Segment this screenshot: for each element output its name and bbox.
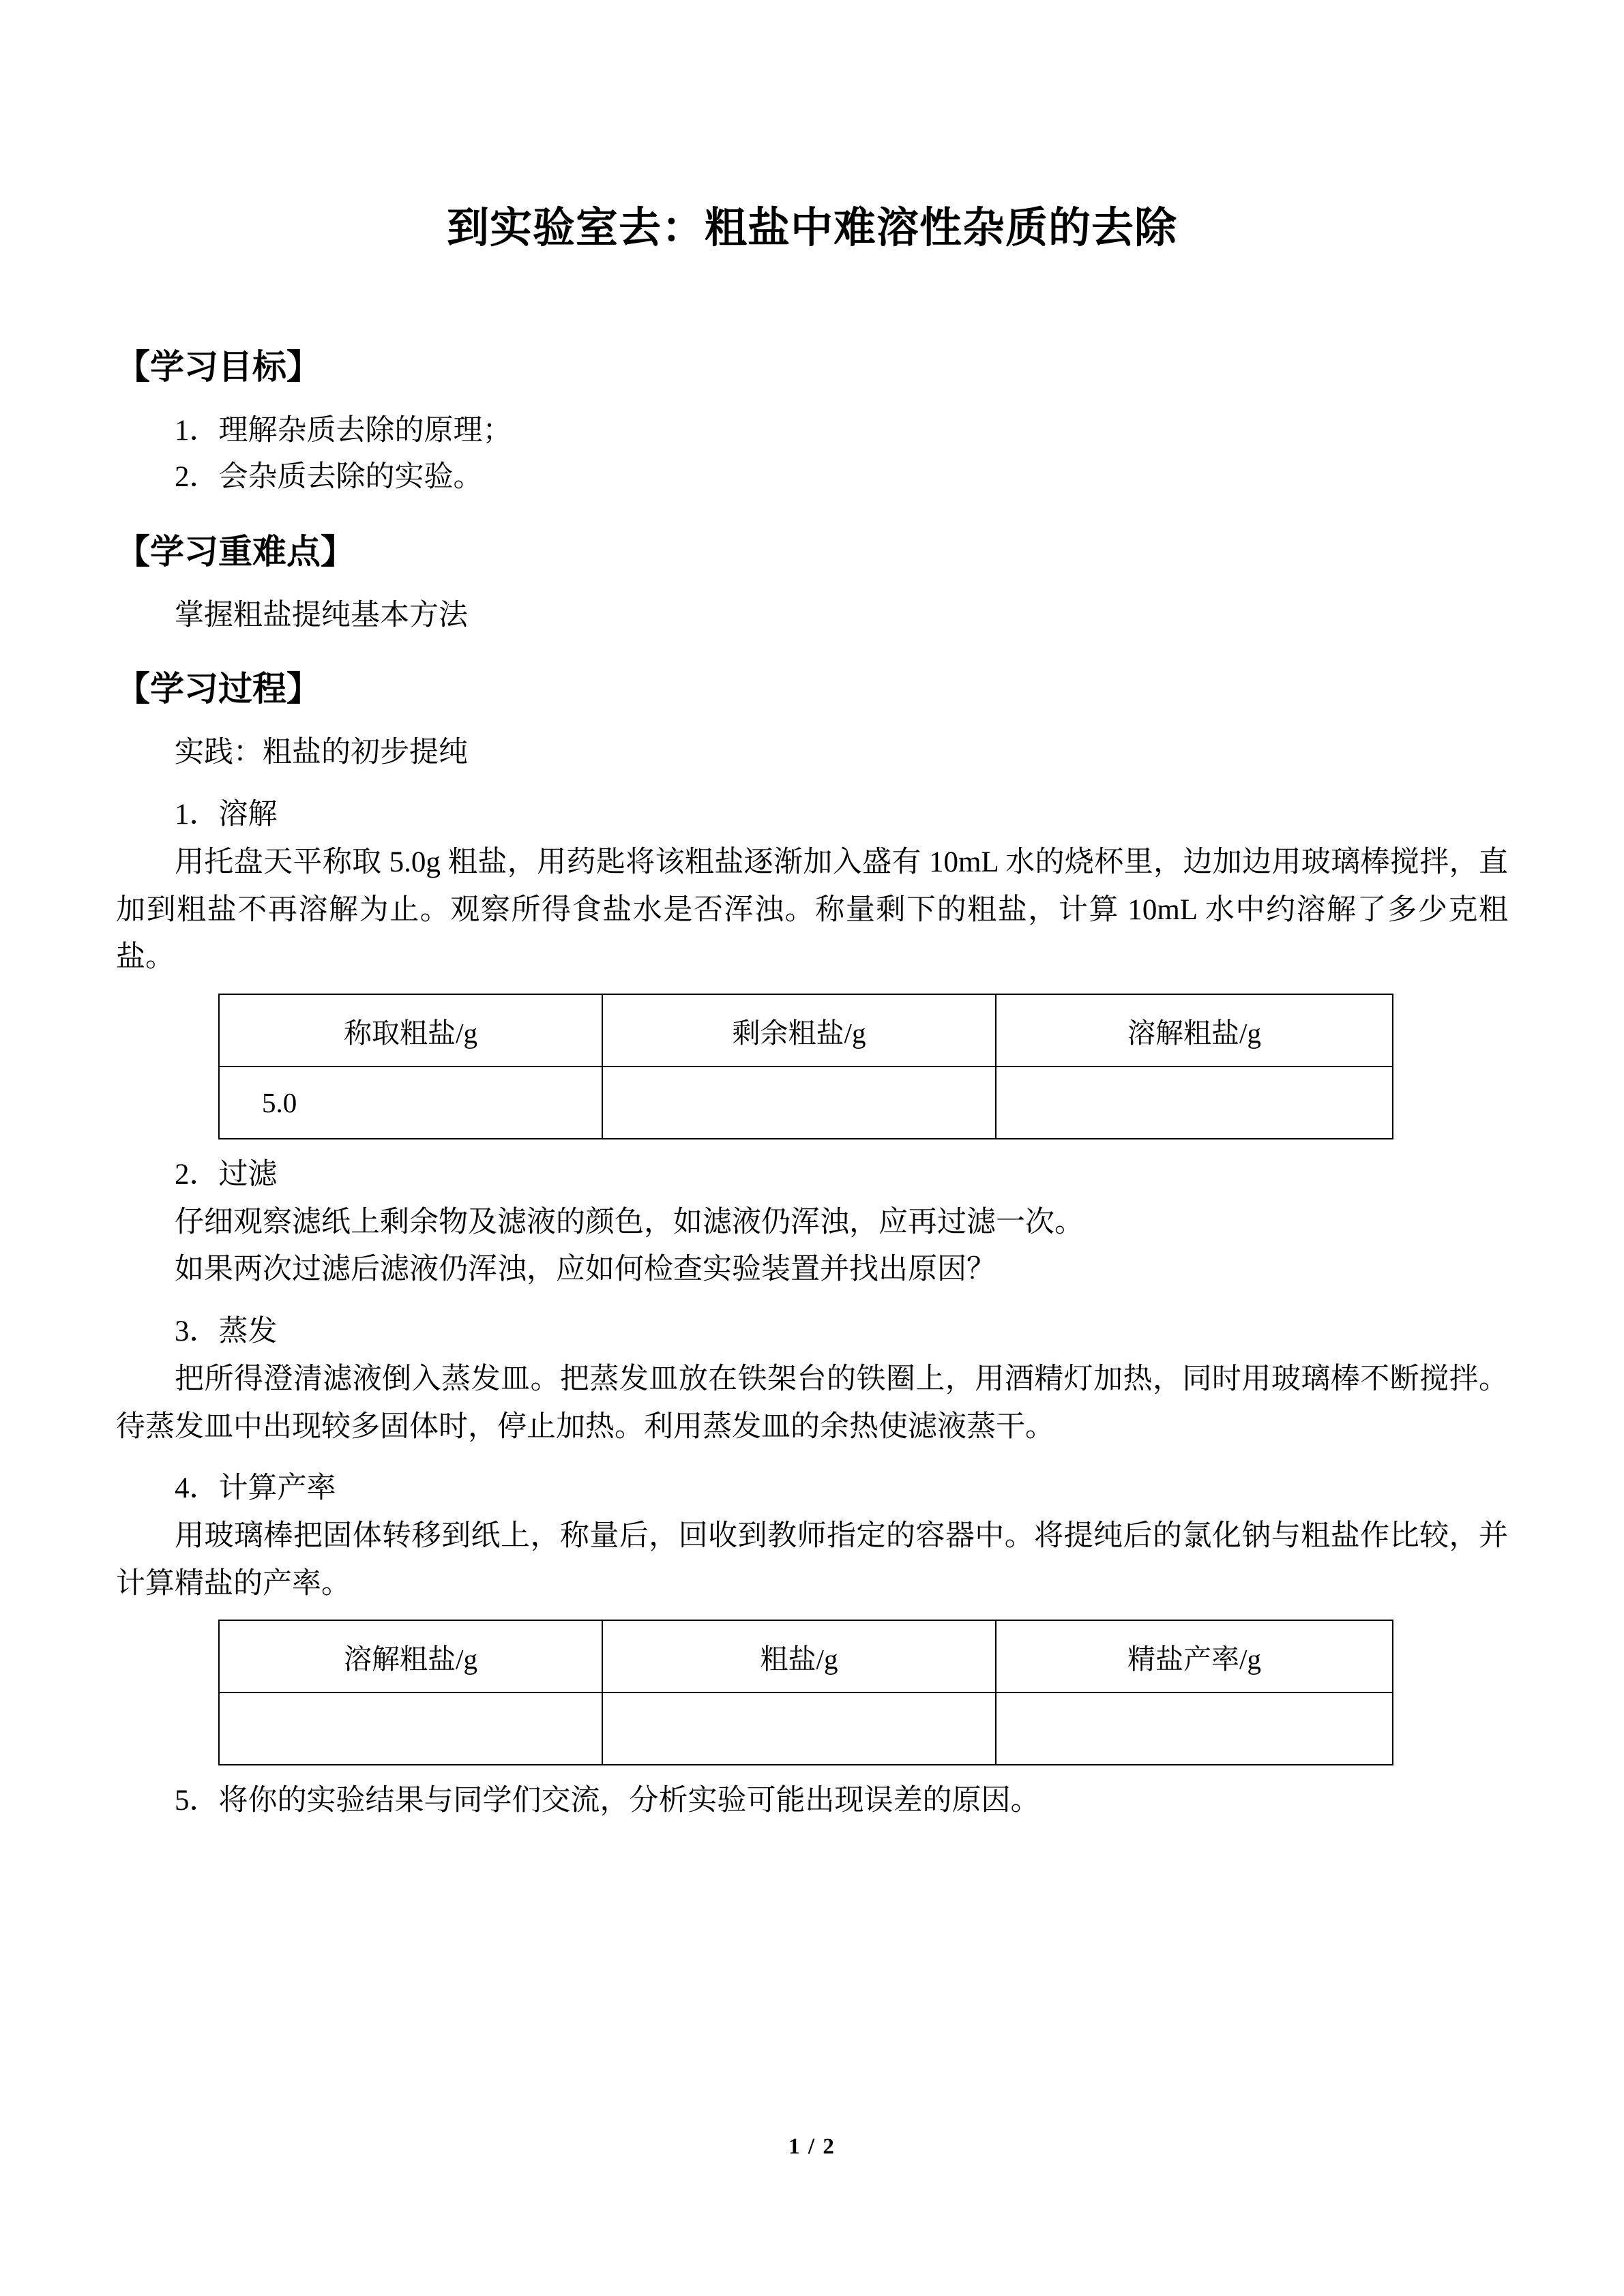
process-intro: 实践：粗盐的初步提纯 xyxy=(175,736,468,769)
page-title: 到实验室去：粗盐中难溶性杂质的去除 xyxy=(446,205,1177,252)
table-cell[interactable] xyxy=(602,1693,996,1765)
section-heading-key-points: 【学习重难点】 xyxy=(116,532,355,571)
table-cell[interactable] xyxy=(602,1067,996,1139)
table-header-cell: 精盐产率/g xyxy=(996,1620,1393,1693)
step-body-yield: 用玻璃棒把固体转移到纸上，称量后，回收到教师指定的容器中。将提纯后的氯化钠与粗盐作比较，并计算精盐的产率。 xyxy=(116,1520,1508,1600)
table-header-row xyxy=(219,994,1393,1067)
spacer xyxy=(116,715,1508,730)
section-heading-objectives: 【学习目标】 xyxy=(116,347,321,386)
yield-results-table xyxy=(218,1620,1393,1765)
table-header-cell: 溶解粗盐/g xyxy=(219,1620,602,1693)
spacer xyxy=(116,578,1508,593)
section-heading-process: 【学习过程】 xyxy=(116,670,321,709)
step-body-dissolve: 用托盘天平称取 5.0g 粗盐，用药匙将该粗盐逐渐加入盛有 10mL 水的烧杯里，边加边用玻璃棒搅拌，直加到粗盐不再溶解为止。观察所得食盐水是否浑浊。称量剩下的粗盐，计算 10mL 水中约溶解了多少克粗盐。 xyxy=(116,846,1508,974)
spacer xyxy=(116,1450,1508,1465)
table-cell[interactable]: 5.0 xyxy=(219,1067,602,1139)
table-header-cell: 称取粗盐/g xyxy=(219,994,602,1067)
process-final-item: 5．将你的实验结果与同学们交流，分析实验可能出现误差的原因。 xyxy=(175,1785,1040,1817)
table-header-cell: 粗盐/g xyxy=(602,1620,996,1693)
table-header-cell: 溶解粗盐/g xyxy=(996,994,1393,1067)
spacer xyxy=(116,1294,1508,1309)
step-body-evaporate: 把所得澄清滤液倒入蒸发皿。把蒸发皿放在铁架台的铁圈上，用酒精灯加热，同时用玻璃棒不断搅拌。待蒸发皿中出现较多固体时，停止加热。利用蒸发皿的余热使滤液蒸干。 xyxy=(116,1362,1508,1443)
objective-item-1: 1．理解杂质去除的原理； xyxy=(175,414,512,447)
table-row xyxy=(219,1693,1393,1765)
table-header-row xyxy=(219,1620,1393,1693)
page-number-footer: 1 / 2 xyxy=(788,2134,836,2159)
step-body-filter-question: 如果两次过滤后滤液仍浑浊，应如何检查实验装置并找出原因？ xyxy=(175,1253,996,1286)
spacer xyxy=(116,777,1508,792)
table-cell[interactable] xyxy=(996,1693,1393,1765)
step-label-yield: 4．计算产率 xyxy=(175,1472,336,1505)
table-cell[interactable] xyxy=(996,1067,1393,1139)
dissolution-results-table xyxy=(218,994,1393,1139)
objective-item-2: 2．会杂质去除的实验。 xyxy=(175,460,483,493)
step-body-filter: 仔细观察滤纸上剩余物及滤液的颜色，如滤液仍浑浊，应再过滤一次。 xyxy=(175,1206,1084,1238)
spacer xyxy=(116,393,1508,408)
key-points-text: 掌握粗盐提纯基本方法 xyxy=(175,599,468,631)
step-label-filter: 2．过滤 xyxy=(175,1159,278,1191)
table-row xyxy=(219,1067,1393,1139)
step-label-evaporate: 3．蒸发 xyxy=(175,1315,278,1348)
table-header-cell: 剩余粗盐/g xyxy=(602,994,996,1067)
table-cell[interactable] xyxy=(219,1693,602,1765)
step-label-dissolve: 1．溶解 xyxy=(175,799,278,831)
